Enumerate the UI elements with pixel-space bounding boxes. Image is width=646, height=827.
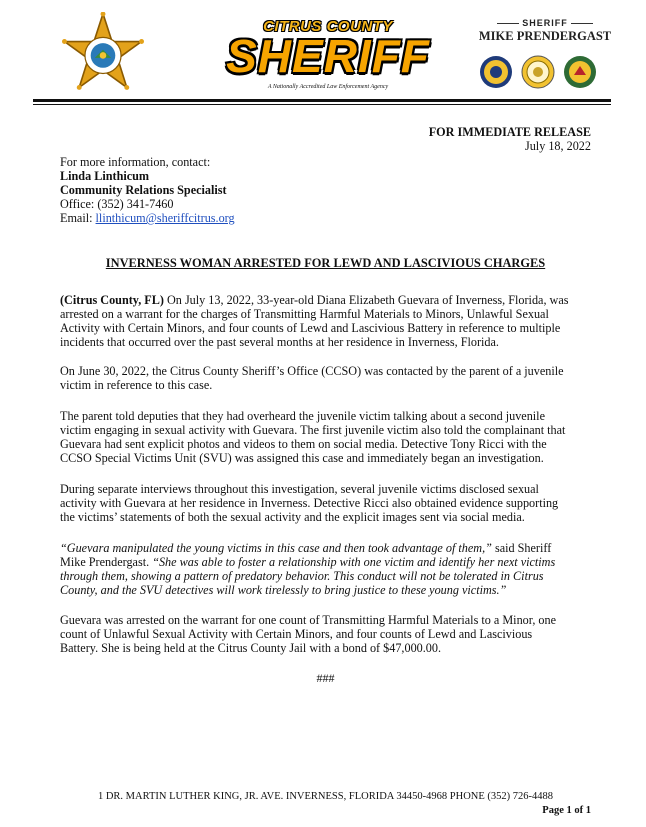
paragraph-5-quote	[60, 541, 594, 597]
footer-address: 1 DR. MARTIN LUTHER KING, JR. AVE. INVERNESS, FLORIDA 34450-4968 PHONE (352) 726-4488	[97, 791, 554, 802]
p6-line-1: Guevara was arrested on the warrant for one count of Transmitting Harmful Materials to a Minor, one	[60, 613, 557, 627]
accreditation-seal-icon	[479, 55, 513, 89]
p3-line-2: victim engaging in sexual activity with Guevara. The first juvenile victim also told the complainant that	[60, 423, 566, 437]
contact-block	[60, 155, 235, 225]
attribution-part-2: Mike Prendergast.	[60, 555, 153, 569]
p4-line-1: During separate interviews throughout this investigation, several juvenile victims disclosed sexual	[60, 482, 539, 496]
contact-email-label: Email:	[60, 211, 96, 225]
contact-name: Linda Linthicum	[60, 169, 150, 183]
contact-title: Community Relations Specialist	[60, 183, 227, 197]
contact-email-link[interactable]: llinthicum@sheriffcitrus.org	[95, 211, 235, 225]
paragraph-2	[60, 364, 594, 392]
p1-line-4: incidents that occurred over the past several months at her residence in Inverness, Florida.	[60, 335, 499, 349]
end-marks: ###	[316, 671, 335, 685]
sheriff-label-text: SHERIFF	[522, 18, 568, 28]
quote-part-4: County, and the SVU detectives will work tirelessly to bring justice to these young victims.”	[60, 583, 507, 597]
p1-line-3: Activity with Certain Minors, and four counts of Lewd and Lascivious Battery in reference to multiple	[60, 321, 561, 335]
quote-part-3: through them, showing a pattern of predatory behavior. This conduct will not be tolerated in Citrus	[60, 569, 544, 583]
p2-line-2: victim in reference to this case.	[60, 378, 213, 392]
quote-part-2: “She was able to foster a relationship with one victim and identify her next victims	[152, 555, 556, 569]
page-number: Page 1 of 1	[542, 805, 591, 816]
logo-tagline: A Nationally Accredited Law Enforcement Agency	[267, 84, 389, 90]
dateline: (Citrus County, FL)	[60, 293, 164, 307]
quote-part-1: “Guevara manipulated the young victims in this case and then took advantage of them,”	[60, 541, 492, 555]
citrus-county-sheriff-logo	[218, 18, 438, 96]
state-seal-icon	[563, 55, 597, 89]
paragraph-6	[60, 613, 594, 655]
headline: INVERNESS WOMAN ARRESTED FOR LEWD AND LASCIVIOUS CHARGES	[105, 256, 546, 270]
p4-line-3: the victims’ statements of both the sexual activity and the explicit images sent via social media.	[60, 510, 525, 524]
p3-line-1: The parent told deputies that they had overheard the juvenile victim talking about a second juvenile	[60, 409, 545, 423]
p3-line-4: CCSO Special Victims Unit (SVU) was assigned this case and immediately began an investigation.	[60, 451, 544, 465]
florida-sheriffs-seal-icon	[521, 55, 555, 89]
p4-line-2: activity with Guevara at her residence in Inverness. Detective Ricci also obtained evidence supporting	[60, 496, 559, 510]
paragraph-3	[60, 409, 594, 465]
p2-line-1: On June 30, 2022, the Citrus County Sheriff’s Office (CCSO) was contacted by the parent of a juvenile	[60, 364, 564, 378]
contact-office: Office: (352) 341-7460	[60, 197, 174, 211]
paragraph-1	[60, 293, 594, 349]
p1-line-1: On July 13, 2022, 33-year-old Diana Elizabeth Guevara of Inverness, Florida, was	[163, 293, 569, 307]
p1-line-2: arrested on a warrant for the charges of Transmitting Harmful Materials to Minors, Unlawful Sexual	[60, 307, 549, 321]
logo-county-text: CITRUS COUNTY	[263, 18, 393, 35]
sheriff-star-badge-icon	[62, 12, 144, 94]
logo-sheriff-text: SHERIFF	[226, 30, 430, 82]
p6-line-2: count of Unlawful Sexual Activity with Certain Minors, and four counts of Lewd and Lascivious	[60, 627, 533, 641]
sheriff-name: MIKE PRENDERGAST	[478, 29, 612, 43]
contact-email-row	[60, 211, 235, 225]
release-label: FOR IMMEDIATE RELEASE	[428, 125, 591, 139]
release-date: July 18, 2022	[524, 139, 591, 153]
header-rule-thin	[33, 104, 611, 105]
header-rule-thick	[33, 99, 611, 102]
contact-intro: For more information, contact:	[60, 155, 211, 169]
sheriff-label	[480, 18, 610, 28]
p3-line-3: Guevara had sent explicit photos and videos to them on social media. Detective Tony Ricci with the	[60, 437, 547, 451]
paragraph-4	[60, 482, 594, 524]
p6-line-3: Battery. She is being held at the Citrus County Jail with a bond of $47,000.00.	[60, 641, 442, 655]
attribution-part-1: said Sheriff	[491, 541, 552, 555]
